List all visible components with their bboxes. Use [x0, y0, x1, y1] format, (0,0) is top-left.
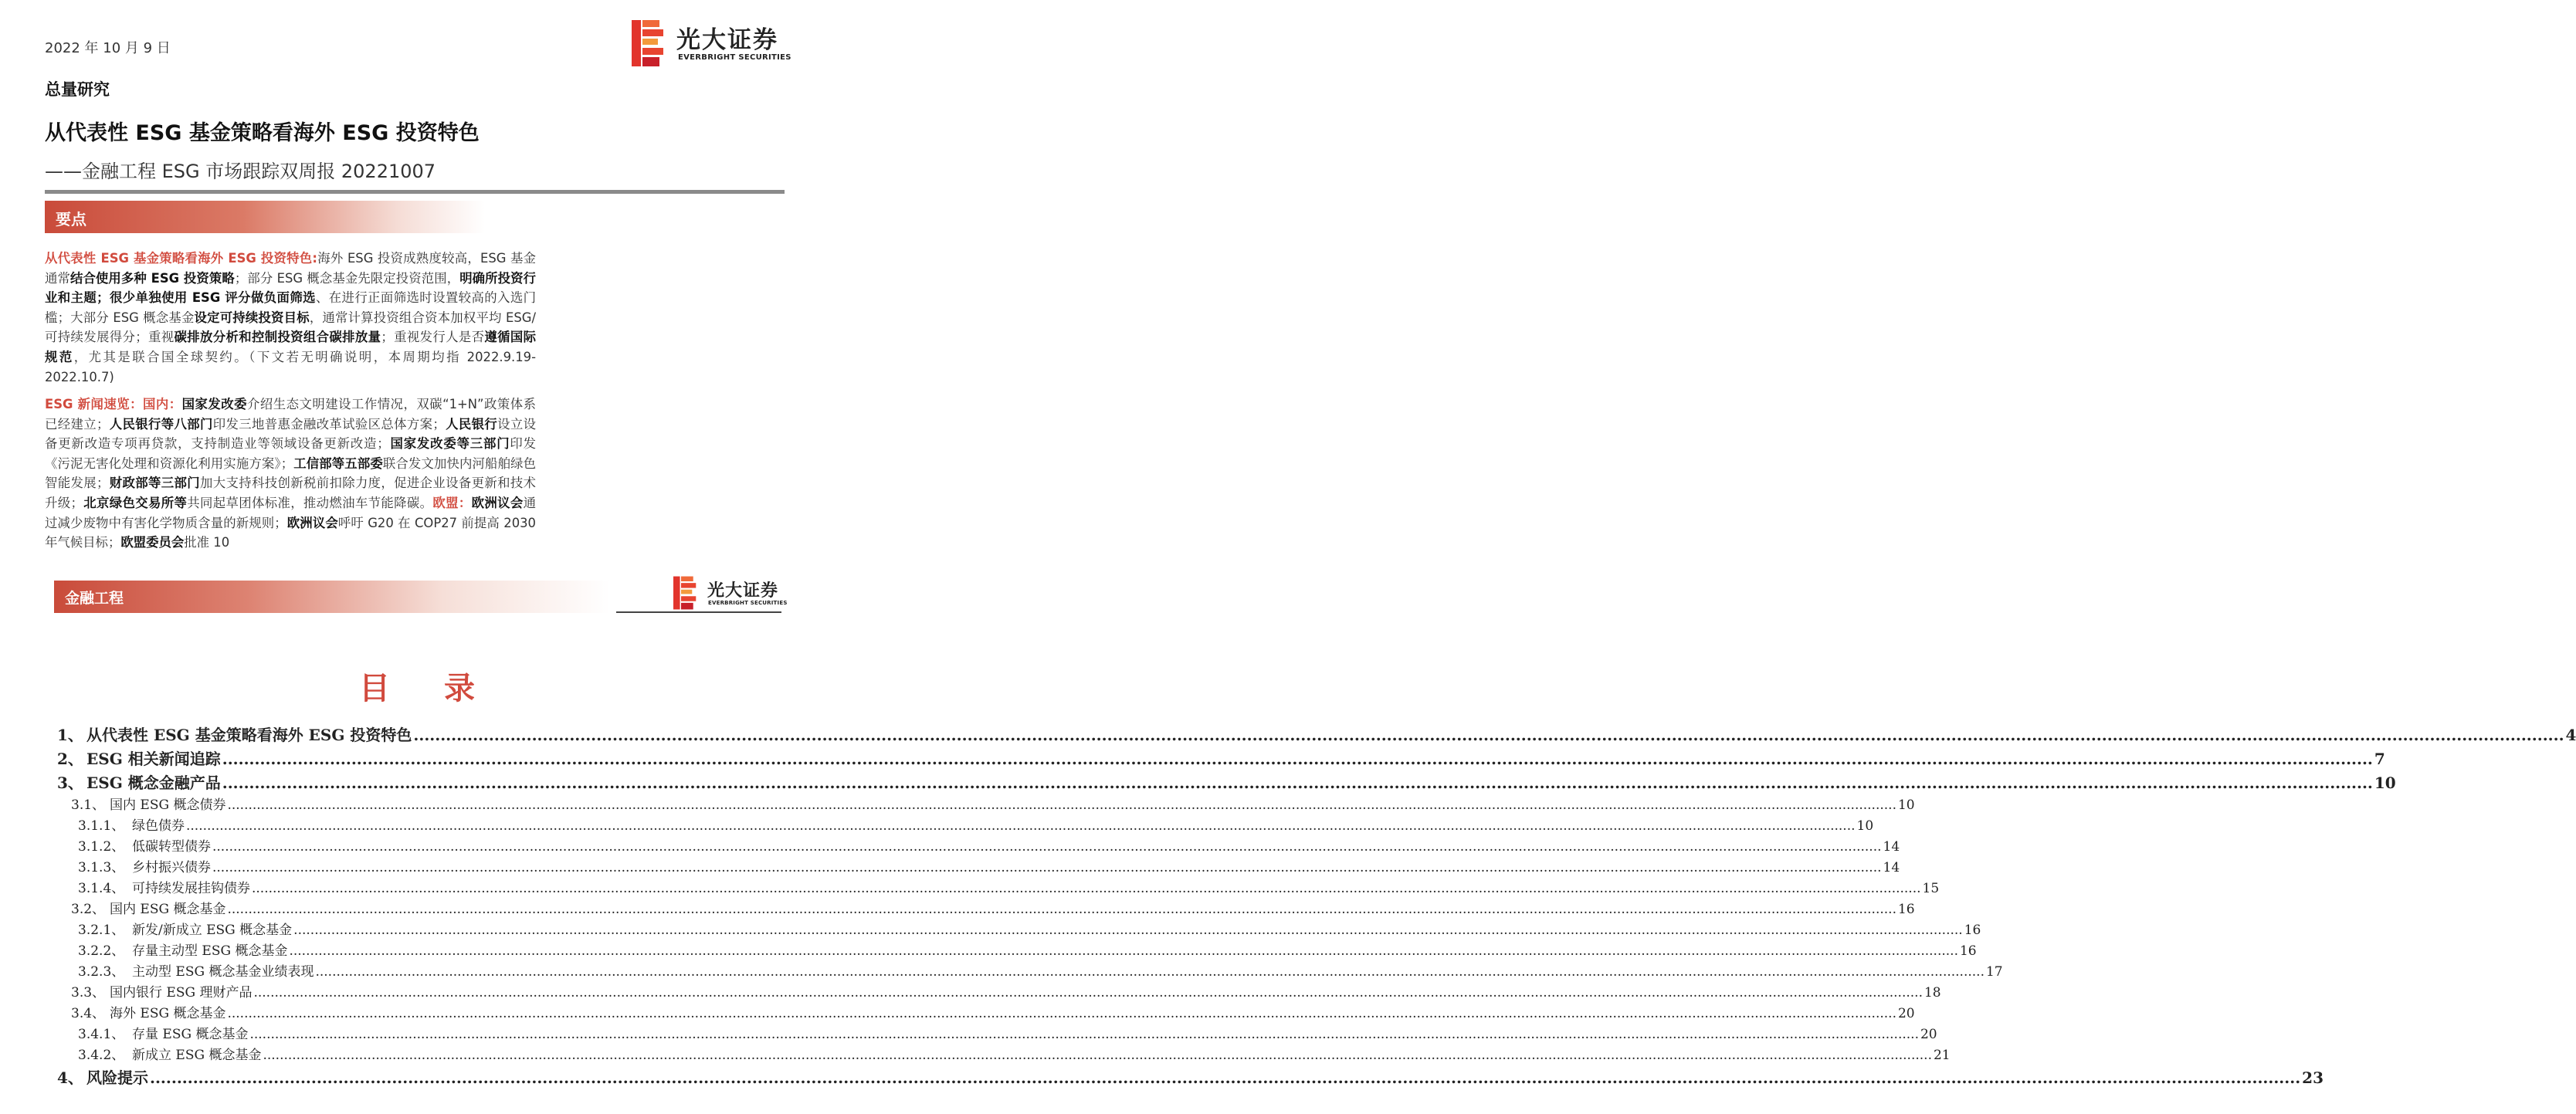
toc-entry-title: 从代表性 ESG 基金策略看海外 ESG 投资特色 — [86, 726, 412, 744]
toc-entry-page: 14 — [1883, 860, 1900, 875]
emphasis-text: 欧盟委员会 — [120, 535, 185, 550]
logo-text-cn: 光大证券 — [707, 581, 779, 601]
toc-entry[interactable] — [71, 1002, 1915, 1021]
toc-entry-number: 3.4.2、 — [78, 1048, 125, 1063]
toc-entry-number: 3.2.3、 — [78, 964, 125, 980]
logo-text-en: EVERBRIGHT SECURITIES — [708, 600, 788, 606]
toc-entry-number: 3.1、 — [71, 797, 106, 813]
toc-entry-title: 低碳转型债券 — [132, 839, 211, 855]
toc-leader-dots: ................................................................................................................................................................................................................................................................................................................................................................................................................ — [222, 774, 2373, 792]
toc-entry[interactable] — [71, 898, 1915, 917]
toc-entry-number: 3.2、 — [71, 902, 106, 917]
everbright-logo-small — [673, 576, 789, 611]
toc-entry-number: 1、 — [57, 726, 83, 744]
toc-leader-dots: ................................................................................................................................................................................................................................................................................................................................................................................................................ — [252, 881, 1921, 896]
toc-entry[interactable] — [78, 814, 1874, 834]
toc-entry-number: 4、 — [57, 1068, 83, 1087]
toc-leader-dots: ................................................................................................................................................................................................................................................................................................................................................................................................................ — [315, 964, 1985, 980]
toc-leader-dots: ................................................................................................................................................................................................................................................................................................................................................................................................................ — [227, 1006, 1896, 1021]
emphasis-text: 国家发改委等三部门 — [389, 436, 510, 452]
toc-entry-page: 23 — [2302, 1068, 2323, 1087]
toc-leader-dots: ................................................................................................................................................................................................................................................................................................................................................................................................................ — [253, 985, 1923, 1001]
toc-title: 目 录 — [359, 670, 497, 706]
toc-entry-page: 4 — [2565, 726, 2576, 744]
toc-entry-page: 20 — [1897, 1006, 1915, 1021]
body-text: 批准 10 — [184, 535, 230, 550]
keypoint-paragraph-news — [45, 394, 536, 551]
body-text: 介绍生态文明建设工作情况，双碳“1+N”政策体系已经建立； — [45, 397, 537, 432]
section-label: 金融工程 — [65, 590, 124, 607]
body-text: 加大支持科技创新税前扣除力度，促进企业设备更新和技术升级； — [45, 476, 537, 510]
logo-text-cn: 光大证券 — [676, 26, 778, 54]
toc-entry-title: ESG 相关新闻追踪 — [86, 750, 221, 768]
toc-leader-dots: ................................................................................................................................................................................................................................................................................................................................................................................................................ — [222, 750, 2373, 768]
toc-leader-dots: ................................................................................................................................................................................................................................................................................................................................................................................................................ — [289, 943, 1958, 959]
toc-leader-dots: ................................................................................................................................................................................................................................................................................................................................................................................................................ — [227, 797, 1896, 813]
everbright-logo-mark-icon — [632, 20, 664, 66]
body-text: 印发三地普惠金融改革试验区总体方案； — [212, 416, 446, 432]
toc-entry-title: 海外 ESG 概念基金 — [110, 1006, 226, 1021]
toc-entry[interactable] — [78, 856, 1900, 875]
toc-leader-dots: ................................................................................................................................................................................................................................................................................................................................................................................................................ — [212, 860, 1882, 875]
toc-entry-number: 3.2.1、 — [78, 923, 125, 938]
report-date: 2022 年 10 月 9 日 — [45, 40, 171, 56]
body-text: 、在进行正面筛选时设置较高的入选门槛；大部分 ESG 概念基金 — [45, 290, 537, 325]
toc-entry-number: 3.3、 — [71, 985, 106, 1001]
toc-entry-title: 存量主动型 ESG 概念基金 — [132, 943, 288, 959]
toc-entry-page: 16 — [1897, 902, 1915, 917]
body-text: 联合发文加快内河船舶绿色智能发展； — [45, 455, 536, 491]
toc-entry-number: 3.4、 — [71, 1006, 106, 1021]
emphasis-text: 欧洲议会 — [471, 495, 524, 510]
keypoints-banner — [45, 201, 485, 233]
toc-entry[interactable] — [57, 1065, 2323, 1088]
body-text: 印发《污泥无害化处理和资源化利用实施方案》； — [45, 436, 537, 471]
toc-entry[interactable] — [57, 770, 2396, 793]
toc-entry-title: 风险提示 — [86, 1068, 148, 1087]
logo-text-en: EVERBRIGHT SECURITIES — [678, 53, 791, 62]
everbright-logo — [632, 20, 791, 68]
body-text: ，尤其是联合国全球契约。（下文若无明确说明，本周期均指 2022.9.19-2022.10.7) — [45, 349, 537, 384]
emphasis-text: 欧洲议会 — [286, 515, 338, 530]
toc-entry[interactable] — [78, 960, 2003, 980]
body-text: 共同起草团体标准，推动燃油车节能降碳。 — [187, 495, 433, 510]
emphasis-text: 遵循国际规范 — [45, 330, 537, 364]
toc-entry-title: 存量 ESG 概念基金 — [132, 1027, 249, 1042]
toc-entry-title: 新成立 ESG 概念基金 — [132, 1048, 262, 1063]
toc-entry-page: 16 — [1959, 943, 1977, 959]
toc-entry-title: 国内银行 ESG 理财产品 — [110, 985, 253, 1001]
toc-entry[interactable] — [78, 940, 1977, 959]
toc-entry-number: 3.1.2、 — [78, 839, 125, 855]
toc-entry[interactable] — [78, 919, 1981, 938]
toc-leader-dots: ................................................................................................................................................................................................................................................................................................................................................................................................................ — [186, 818, 1856, 834]
toc-entry[interactable] — [71, 981, 1941, 1001]
emphasis-text: 北京绿色交易所等 — [83, 495, 188, 510]
toc-entry-title: 新发/新成立 ESG 概念基金 — [132, 923, 293, 938]
body-text: 通过减少废物中有害化学物质含量的新规则； — [45, 495, 537, 530]
toc-leader-dots: ................................................................................................................................................................................................................................................................................................................................................................................................................ — [263, 1048, 1932, 1063]
toc-entry[interactable] — [78, 1023, 1937, 1042]
toc-entry[interactable] — [71, 794, 1915, 813]
section-banner — [54, 581, 610, 613]
body-text: 海外 ESG 投资成熟度较高，ESG 基金通常 — [45, 251, 536, 286]
report-title: 从代表性 ESG 基金策略看海外 ESG 投资特色 — [45, 121, 480, 145]
body-text: 呼吁 G20 在 COP27 前提高 2030 年气候目标； — [45, 515, 536, 550]
toc-entry-title: 乡村振兴债券 — [132, 860, 211, 875]
toc-entry-page: 7 — [2374, 750, 2385, 768]
toc-entry-page: 14 — [1883, 839, 1900, 855]
toc-entry-number: 2、 — [57, 750, 83, 768]
toc-leader-dots: ................................................................................................................................................................................................................................................................................................................................................................................................................ — [293, 923, 1963, 938]
toc-entry-number: 3.1.4、 — [78, 881, 125, 896]
report-subtitle: ——金融工程 ESG 市场跟踪双周报 20221007 — [45, 161, 436, 182]
toc-entry-page: 17 — [1985, 964, 2003, 980]
toc-entry[interactable] — [78, 1044, 1951, 1063]
toc-leader-dots: ................................................................................................................................................................................................................................................................................................................................................................................................................ — [249, 1027, 1919, 1042]
everbright-logo-mark-icon — [673, 576, 697, 610]
toc-entry-page: 10 — [1856, 818, 1874, 834]
keypoint-paragraph-strategy — [45, 249, 536, 387]
header-divider — [616, 611, 781, 613]
toc-leader-dots: ................................................................................................................................................................................................................................................................................................................................................................................................................ — [212, 839, 1882, 855]
toc-entry-number: 3.1.1、 — [78, 818, 125, 834]
toc-entry-title: 绿色债券 — [132, 818, 185, 834]
toc-entry-page: 10 — [2374, 774, 2396, 792]
emphasis-text: 从代表性 ESG 基金策略看海外 ESG 投资特色: — [45, 251, 317, 266]
emphasis-text: 人民银行等八部门 — [109, 416, 213, 432]
toc-entry-title: 国内 ESG 概念债券 — [110, 797, 226, 813]
toc-entry-number: 3.1.3、 — [78, 860, 125, 875]
title-divider — [45, 190, 785, 194]
toc-entry-page: 16 — [1964, 923, 1981, 938]
body-text: ；部分 ESG 概念基金先限定投资范围， — [234, 270, 460, 286]
emphasis-text: 财政部等三部门 — [109, 476, 200, 491]
toc-leader-dots: ................................................................................................................................................................................................................................................................................................................................................................................................................ — [227, 902, 1896, 917]
toc-entry-page: 10 — [1897, 797, 1915, 813]
toc-leader-dots: ................................................................................................................................................................................................................................................................................................................................................................................................................ — [150, 1068, 2301, 1087]
toc-entry-page: 15 — [1922, 881, 1940, 896]
toc-entry[interactable] — [57, 747, 2385, 769]
toc-entry-page: 18 — [1924, 985, 1941, 1001]
toc-entry-page: 20 — [1920, 1027, 1937, 1042]
body-text: 设立设备更新改造专项再贷款，支持制造业等领域设备更新改造； — [45, 416, 537, 452]
emphasis-text: 明确所投资行业和主题；很少单独使用 ESG 评分做负面筛选 — [45, 270, 536, 306]
emphasis-text: 结合使用多种 ESG 投资策略 — [69, 270, 235, 286]
emphasis-text: ESG 新闻速览：国内： — [45, 397, 182, 411]
body-text: ；重视发行人是否 — [381, 330, 485, 345]
report-category: 总量研究 — [45, 80, 110, 99]
emphasis-text: 欧盟： — [432, 495, 472, 510]
keypoints-label: 要点 — [56, 210, 86, 229]
toc-entry-number: 3、 — [57, 774, 83, 792]
emphasis-text: 人民银行 — [445, 416, 498, 432]
emphasis-text: 碳排放分析和控制投资组合碳排放量 — [174, 330, 381, 345]
toc-entry-title: 可持续发展挂钩债券 — [132, 881, 250, 896]
emphasis-text: 工信部等五部委 — [293, 455, 383, 471]
toc-entry-title: 主动型 ESG 概念基金业绩表现 — [132, 964, 314, 980]
toc-entry-number: 3.2.2、 — [78, 943, 125, 959]
emphasis-text: 设定可持续投资目标 — [194, 310, 310, 325]
body-text: ，通常计算投资组合资本加权平均 ESG/可持续发展得分；重视 — [45, 310, 536, 345]
toc-leader-dots: ................................................................................................................................................................................................................................................................................................................................................................................................................ — [413, 726, 2564, 744]
toc-entry-number: 3.4.1、 — [78, 1027, 125, 1042]
toc-entry-title: 国内 ESG 概念基金 — [110, 902, 226, 917]
toc-entry[interactable] — [78, 835, 1900, 855]
toc-entry[interactable] — [78, 877, 1940, 896]
toc-entry-page: 21 — [1933, 1048, 1951, 1063]
emphasis-text: 国家发改委 — [181, 397, 248, 411]
toc-entry-title: ESG 概念金融产品 — [86, 774, 221, 792]
toc-entry[interactable] — [57, 723, 2576, 745]
